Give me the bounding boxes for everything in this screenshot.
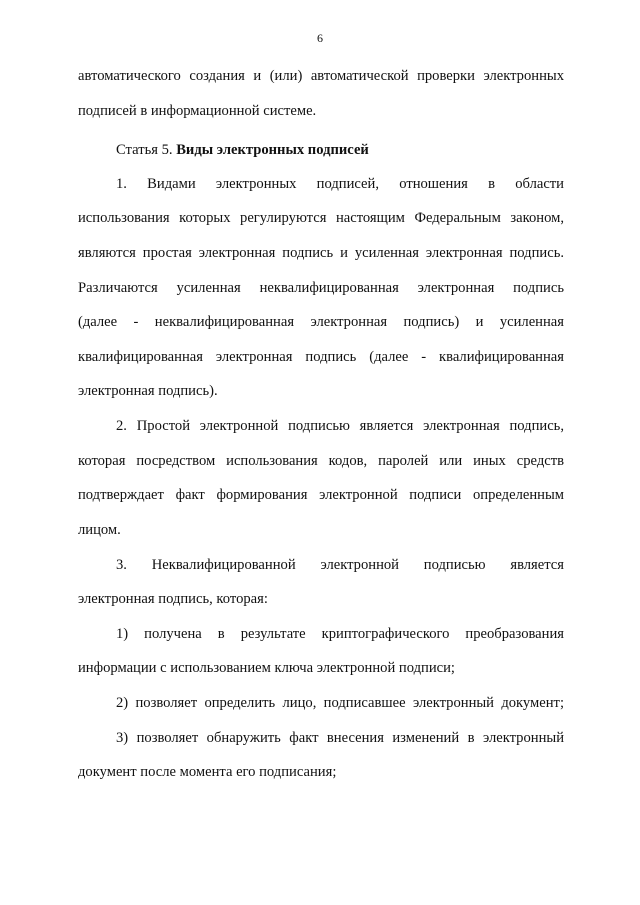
article-heading-title: Виды электронных подписей [176, 142, 369, 158]
paragraph-line: подтверждает факт формирования электронной подписи определенным [78, 487, 564, 503]
paragraph-line: документ после момента его подписания; [78, 764, 337, 780]
paragraph-line: (далее - неквалифицированная электронная подпись) и усиленная [78, 314, 564, 330]
paragraph-line: информации с использованием ключа электронной подписи; [78, 660, 455, 676]
paragraph-line: электронная подпись, которая: [78, 591, 268, 607]
paragraph-line: лицом. [78, 522, 121, 538]
paragraph-line: подписей в информационной системе. [78, 103, 317, 119]
paragraph-line: являются простая электронная подпись и усиленная электронная подпись. [78, 245, 564, 261]
article-heading-prefix: Статья 5. [116, 142, 173, 158]
paragraph-line: квалифицированная электронная подпись (далее - квалифицированная [78, 349, 564, 365]
paragraph-line: 1) получена в результате криптографического преобразования [116, 626, 564, 642]
paragraph-line: 3. Неквалифицированной электронной подписью является [116, 557, 564, 573]
paragraph-line: 2) позволяет определить лицо, подписавшее электронный документ; [116, 695, 564, 711]
paragraph-line: 1. Видами электронных подписей, отношения в области [116, 176, 564, 192]
article-heading [116, 140, 564, 160]
paragraph-line: автоматического создания и (или) автоматической проверки электронных [78, 68, 564, 84]
paragraph-line: 3) позволяет обнаружить факт внесения изменений в электронный [116, 730, 564, 746]
paragraph-line: Различаются усиленная неквалифицированная электронная подпись [78, 280, 564, 296]
page-number: 6 [317, 31, 323, 45]
paragraph-line: которая посредством использования кодов, паролей или иных средств [78, 453, 564, 469]
paragraph-line: электронная подпись). [78, 383, 218, 399]
paragraph-line: использования которых регулируются настоящим Федеральным законом, [78, 210, 564, 226]
paragraph-line: 2. Простой электронной подписью является электронная подпись, [116, 418, 564, 434]
